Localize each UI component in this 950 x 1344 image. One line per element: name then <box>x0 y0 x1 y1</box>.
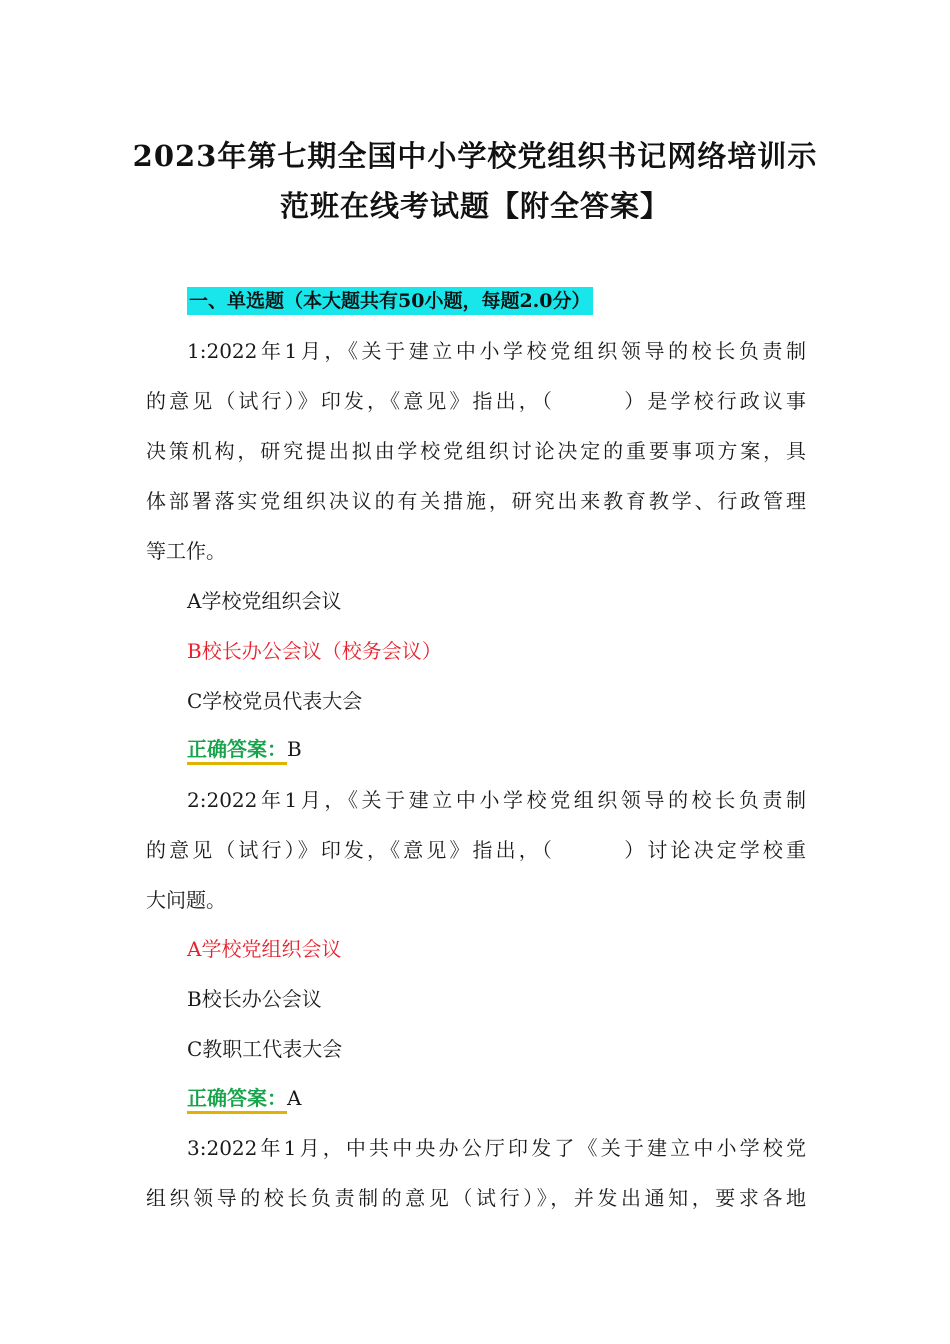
question-2-stem-line-1: 2:2022年1月，《关于建立中小学校党组织领导的校长负责制 <box>187 788 806 812</box>
question-2-answer <box>187 1084 301 1112</box>
question-3-stem-line-1: 3:2022年1月，中共中央办公厅印发了《关于建立中小学校党 <box>187 1136 806 1160</box>
question-2-option-a-correct: A学校党组织会议 <box>187 937 342 961</box>
question-1-stem-line-3: 决策机构，研究提出拟由学校党组织讨论决定的重要事项方案，具 <box>146 439 806 463</box>
question-1-option-c: C学校党员代表大会 <box>187 689 363 713</box>
question-1-option-b-correct: B校长办公会议（校务会议） <box>187 639 442 663</box>
answer-value: A <box>287 1086 302 1110</box>
question-3-stem-line-2: 组织领导的校长负责制的意见（试行）》，并发出通知，要求各地 <box>146 1186 806 1210</box>
question-2-option-c: C教职工代表大会 <box>187 1037 343 1061</box>
question-1-option-a: A学校党组织会议 <box>187 589 342 613</box>
answer-label: 正确答案： <box>187 1086 287 1114</box>
question-1-stem-line-5: 等工作。 <box>146 539 226 563</box>
document-title-line-2: 范班在线考试题【附全答案】 <box>279 189 670 223</box>
question-2-option-b: B校长办公会议 <box>187 987 322 1011</box>
document-title-line-1: 2023年第七期全国中小学校党组织书记网络培训示 <box>132 139 818 173</box>
answer-value: B <box>287 737 302 761</box>
question-1-answer <box>187 735 302 763</box>
question-2-stem-line-3: 大问题。 <box>146 888 226 912</box>
answer-label: 正确答案： <box>187 737 287 765</box>
question-2-stem-line-2: 的意见（试行）》印发，《意见》指出，（ ）讨论决定学校重 <box>146 838 806 862</box>
question-1-stem-line-1: 1:2022年1月，《关于建立中小学校党组织领导的校长负责制 <box>187 339 806 363</box>
question-1-stem-line-4: 体部署落实党组织决议的有关措施，研究出来教育教学、行政管理 <box>146 489 806 513</box>
section-heading: 一、单选题（本大题共有50小题，每题2.0分） <box>187 287 593 315</box>
question-1-stem-line-2: 的意见（试行）》印发，《意见》指出，（ ）是学校行政议事 <box>146 389 806 413</box>
